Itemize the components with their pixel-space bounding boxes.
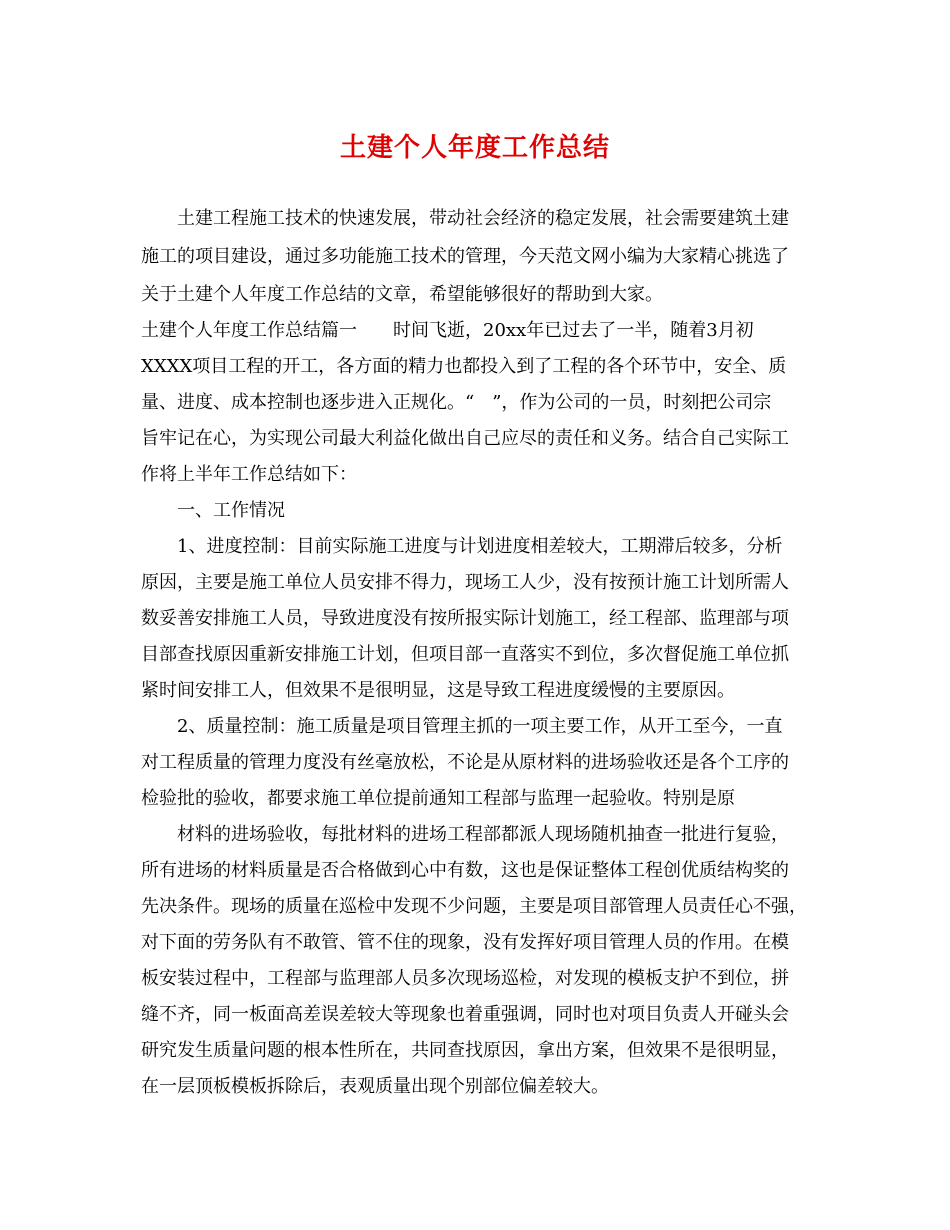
paragraph-line: 土建个人年度工作总结篇一 时间飞逝，20xx年已过去了一半，随着3月初 [141, 320, 754, 341]
paragraph-line: 缝不齐，同一板面高差误差较大等现象也着重强调，同时也对项目负责人开碰头会 [141, 1004, 789, 1025]
paragraph-line: 对下面的劳务队有不敢管、管不住的现象，没有发挥好项目管理人员的作用。在模 [141, 932, 789, 953]
paragraph-line: 旨牢记在心，为实现公司最大利益化做出自己应尽的责任和义务。结合自己实际工 [141, 428, 789, 449]
paragraph-line: 材料的进场验收，每批材料的进场工程部都派人现场随机抽查一批进行复验， [177, 824, 789, 845]
paragraph-line: 土建工程施工技术的快速发展，带动社会经济的稳定发展，社会需要建筑土建 [177, 208, 789, 229]
paragraph-line: 施工的项目建设，通过多功能施工技术的管理，今天范文网小编为大家精心挑选了 [141, 246, 789, 267]
paragraph-line: 目部查找原因重新安排施工计划，但项目部一直落实不到位，多次督促施工单位抓 [141, 644, 789, 665]
paragraph-line: 所有进场的材料质量是否合格做到心中有数，这也是保证整体工程创优质结构奖的 [141, 860, 789, 881]
paragraph-line: 紧时间安排工人，但效果不是很明显，这是导致工程进度缓慢的主要原因。 [141, 680, 735, 701]
document-title: 土建个人年度工作总结 [339, 133, 610, 163]
paragraph-line: 原因，主要是施工单位人员安排不得力，现场工人少，没有按预计施工计划所需人 [141, 572, 789, 593]
paragraph-line: 研究发生质量问题的根本性所在，共同查找原因，拿出方案，但效果不是很明显， [141, 1040, 789, 1061]
paragraph-line: 对工程质量的管理力度没有丝毫放松，不论是从原材料的进场验收还是各个工序的 [141, 752, 789, 773]
paragraph-line: 板安装过程中，工程部与监理部人员多次现场巡检，对发现的模板支护不到位，拼 [141, 968, 789, 989]
paragraph-line: XXXX项目工程的开工，各方面的精力也都投入到了工程的各个环节中，安全、质 [141, 356, 787, 377]
paragraph-line: 量、进度、成本控制也逐步进入正规化。“ ”，作为公司的一员，时刻把公司宗 [141, 392, 772, 413]
paragraph-line: 检验批的验收，都要求施工单位提前通知工程部与监理一起验收。特别是原 [141, 788, 735, 809]
paragraph-line: 在一层顶板模板拆除后，表观质量出现个别部位偏差较大。 [141, 1076, 609, 1097]
paragraph-line: 关于土建个人年度工作总结的文章，希望能够很好的帮助到大家。 [141, 284, 663, 305]
paragraph-line: 先决条件。现场的质量在巡检中发现不少问题，主要是项目部管理人员责任心不强， [141, 896, 807, 917]
section-heading: 一、工作情况 [177, 500, 285, 521]
paragraph-line: 作将上半年工作总结如下： [141, 464, 357, 485]
paragraph-line: 1、进度控制：目前实际施工进度与计划进度相差较大，工期滞后较多，分析 [177, 536, 783, 557]
paragraph-line: 数妥善安排施工人员，导致进度没有按所报实际计划施工，经工程部、监理部与项 [141, 608, 789, 629]
paragraph-line: 2、质量控制：施工质量是项目管理主抓的一项主要工作，从开工至今，一直 [177, 716, 783, 737]
